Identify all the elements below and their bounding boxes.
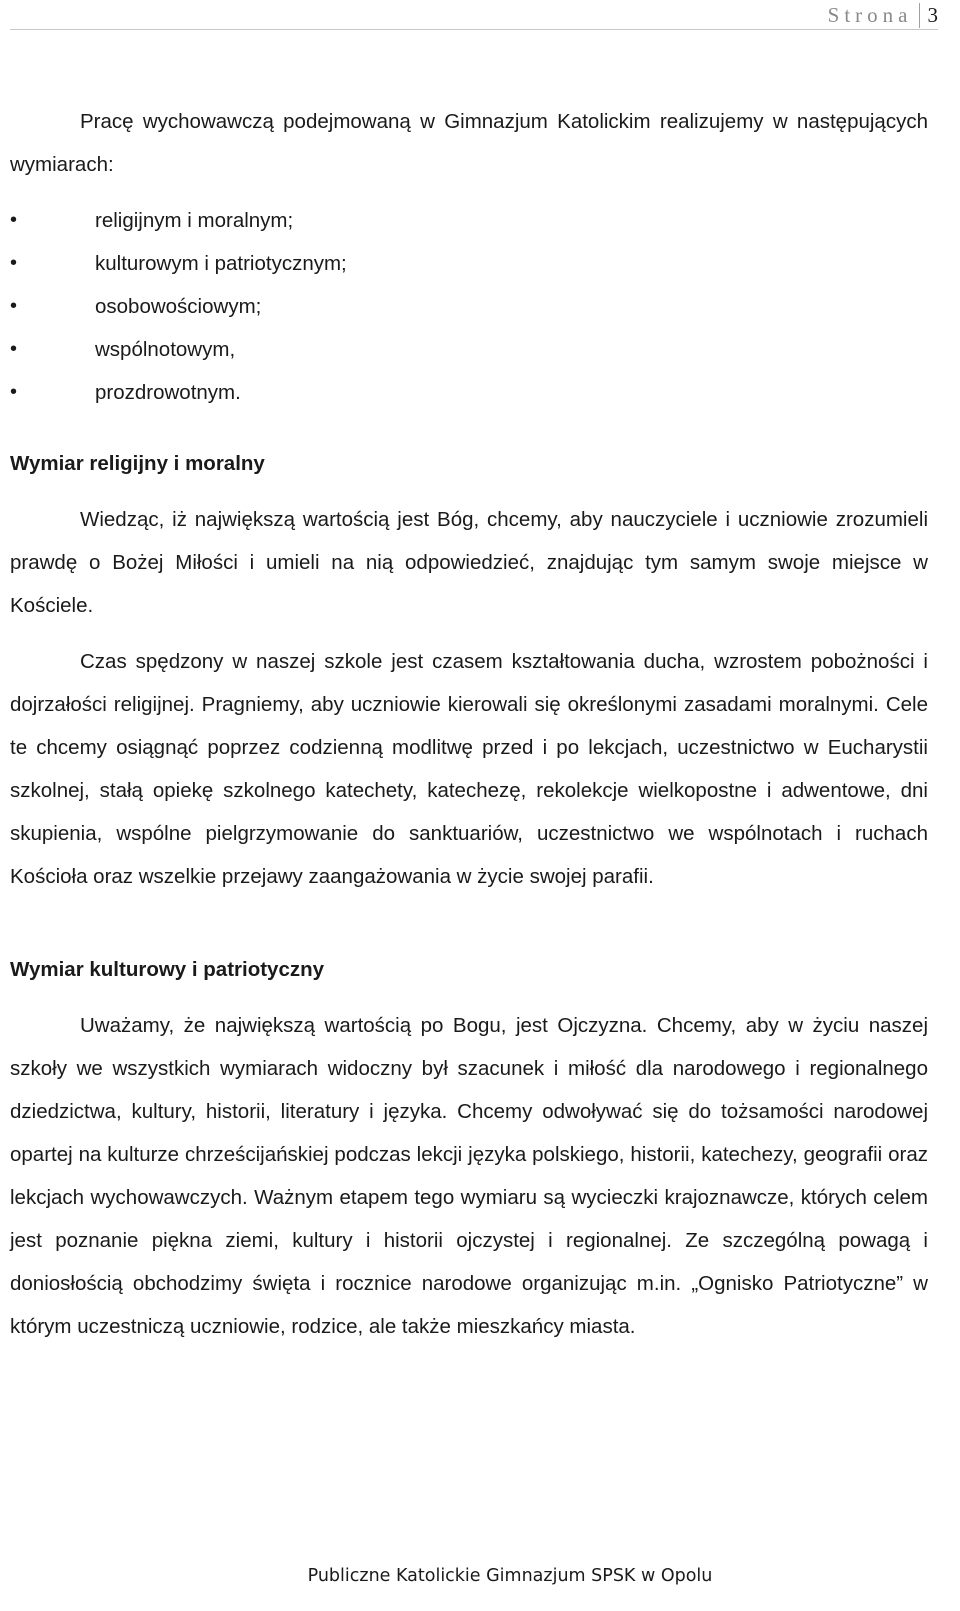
list-item: • religijnym i moralnym; [10,199,928,242]
header-rule [10,29,938,30]
intro-paragraph: Pracę wychowawczą podejmowaną w Gimnazjum Katolickim realizujemy w następujących wymiarach: [10,110,928,176]
list-item: • kulturowym i patriotycznym; [10,242,928,285]
list-item: • prozdrowotnym. [10,371,928,414]
bullet-icon: • [10,338,18,360]
section1-paragraph-1: Wiedząc, iż największą wartością jest Bóg, chcemy, aby nauczyciele i uczniowie zrozumieli prawdę o Bożej Miłości i umieli na nią odpowiedzieć, znajdując tym samym swoje miejsce w Kościele. [10,508,928,617]
section-heading-religious: Wymiar religijny i moralny [10,452,265,475]
section2-paragraph-1: Uważamy, że największą wartością po Bogu, jest Ojczyzna. Chcemy, aby w życiu naszej szkoły we wszystkich wymiarach widoczny był szacunek i miłość dla narodowego i regionalnego dziedzictwa, kultury, historii, literatury i języka. Chcemy odwoływać się do tożsamości narodowej opartej na kulturze chrześcijańskiej podczas lekcji języka polskiego, historii, katechezy, geografii oraz lekcjach wychowawczych. Ważnym etapem tego wymiaru są wycieczki krajoznawcze, których celem jest poznanie piękna ziemi, kultury i historii ojczystej i regionalnej. Ze szczególną powagą i doniosłością obchodzimy święta i rocznice narodowe organizując m.in. „Ognisko Patriotyczne” w którym uczestniczą uczniowie, rodzice, ale także mieszkańcy miasta. [10,1014,928,1338]
bullet-icon: • [10,381,18,403]
dimensions-list [10,199,928,414]
bullet-icon: • [10,295,18,317]
section-heading-cultural: Wymiar kulturowy i patriotyczny [10,958,325,981]
document-body [10,100,928,1348]
page-label: Strona [828,3,920,28]
bullet-icon: • [10,209,18,231]
bullet-icon: • [10,252,18,274]
page-header [828,0,938,30]
page-footer: Publiczne Katolickie Gimnazjum SPSK w Opolu [307,1566,713,1586]
list-item: • osobowościowym; [10,285,928,328]
section1-paragraph-2: Czas spędzony w naszej szkole jest czasem kształtowania ducha, wzrostem pobożności i dojrzałości religijnej. Pragniemy, aby uczniowie kierowali się określonymi zasadami moralnymi. Cele te chcemy osiągnąć poprzez codzienną modlitwę przed i po lekcjach, uczestnictwo w Eucharystii szkolnej, stałą opiekę szkolnego katechety, katechezę, rekolekcje wielkopostne i adwentowe, dni skupienia, wspólne pielgrzymowanie do sanktuariów, uczestnictwo we wspólnotach i ruchach Kościoła oraz wszelkie przejawy zaangażowania w życie swojej parafii. [10,650,928,888]
page-number: 3 [927,2,938,27]
list-item: • wspólnotowym, [10,328,928,371]
